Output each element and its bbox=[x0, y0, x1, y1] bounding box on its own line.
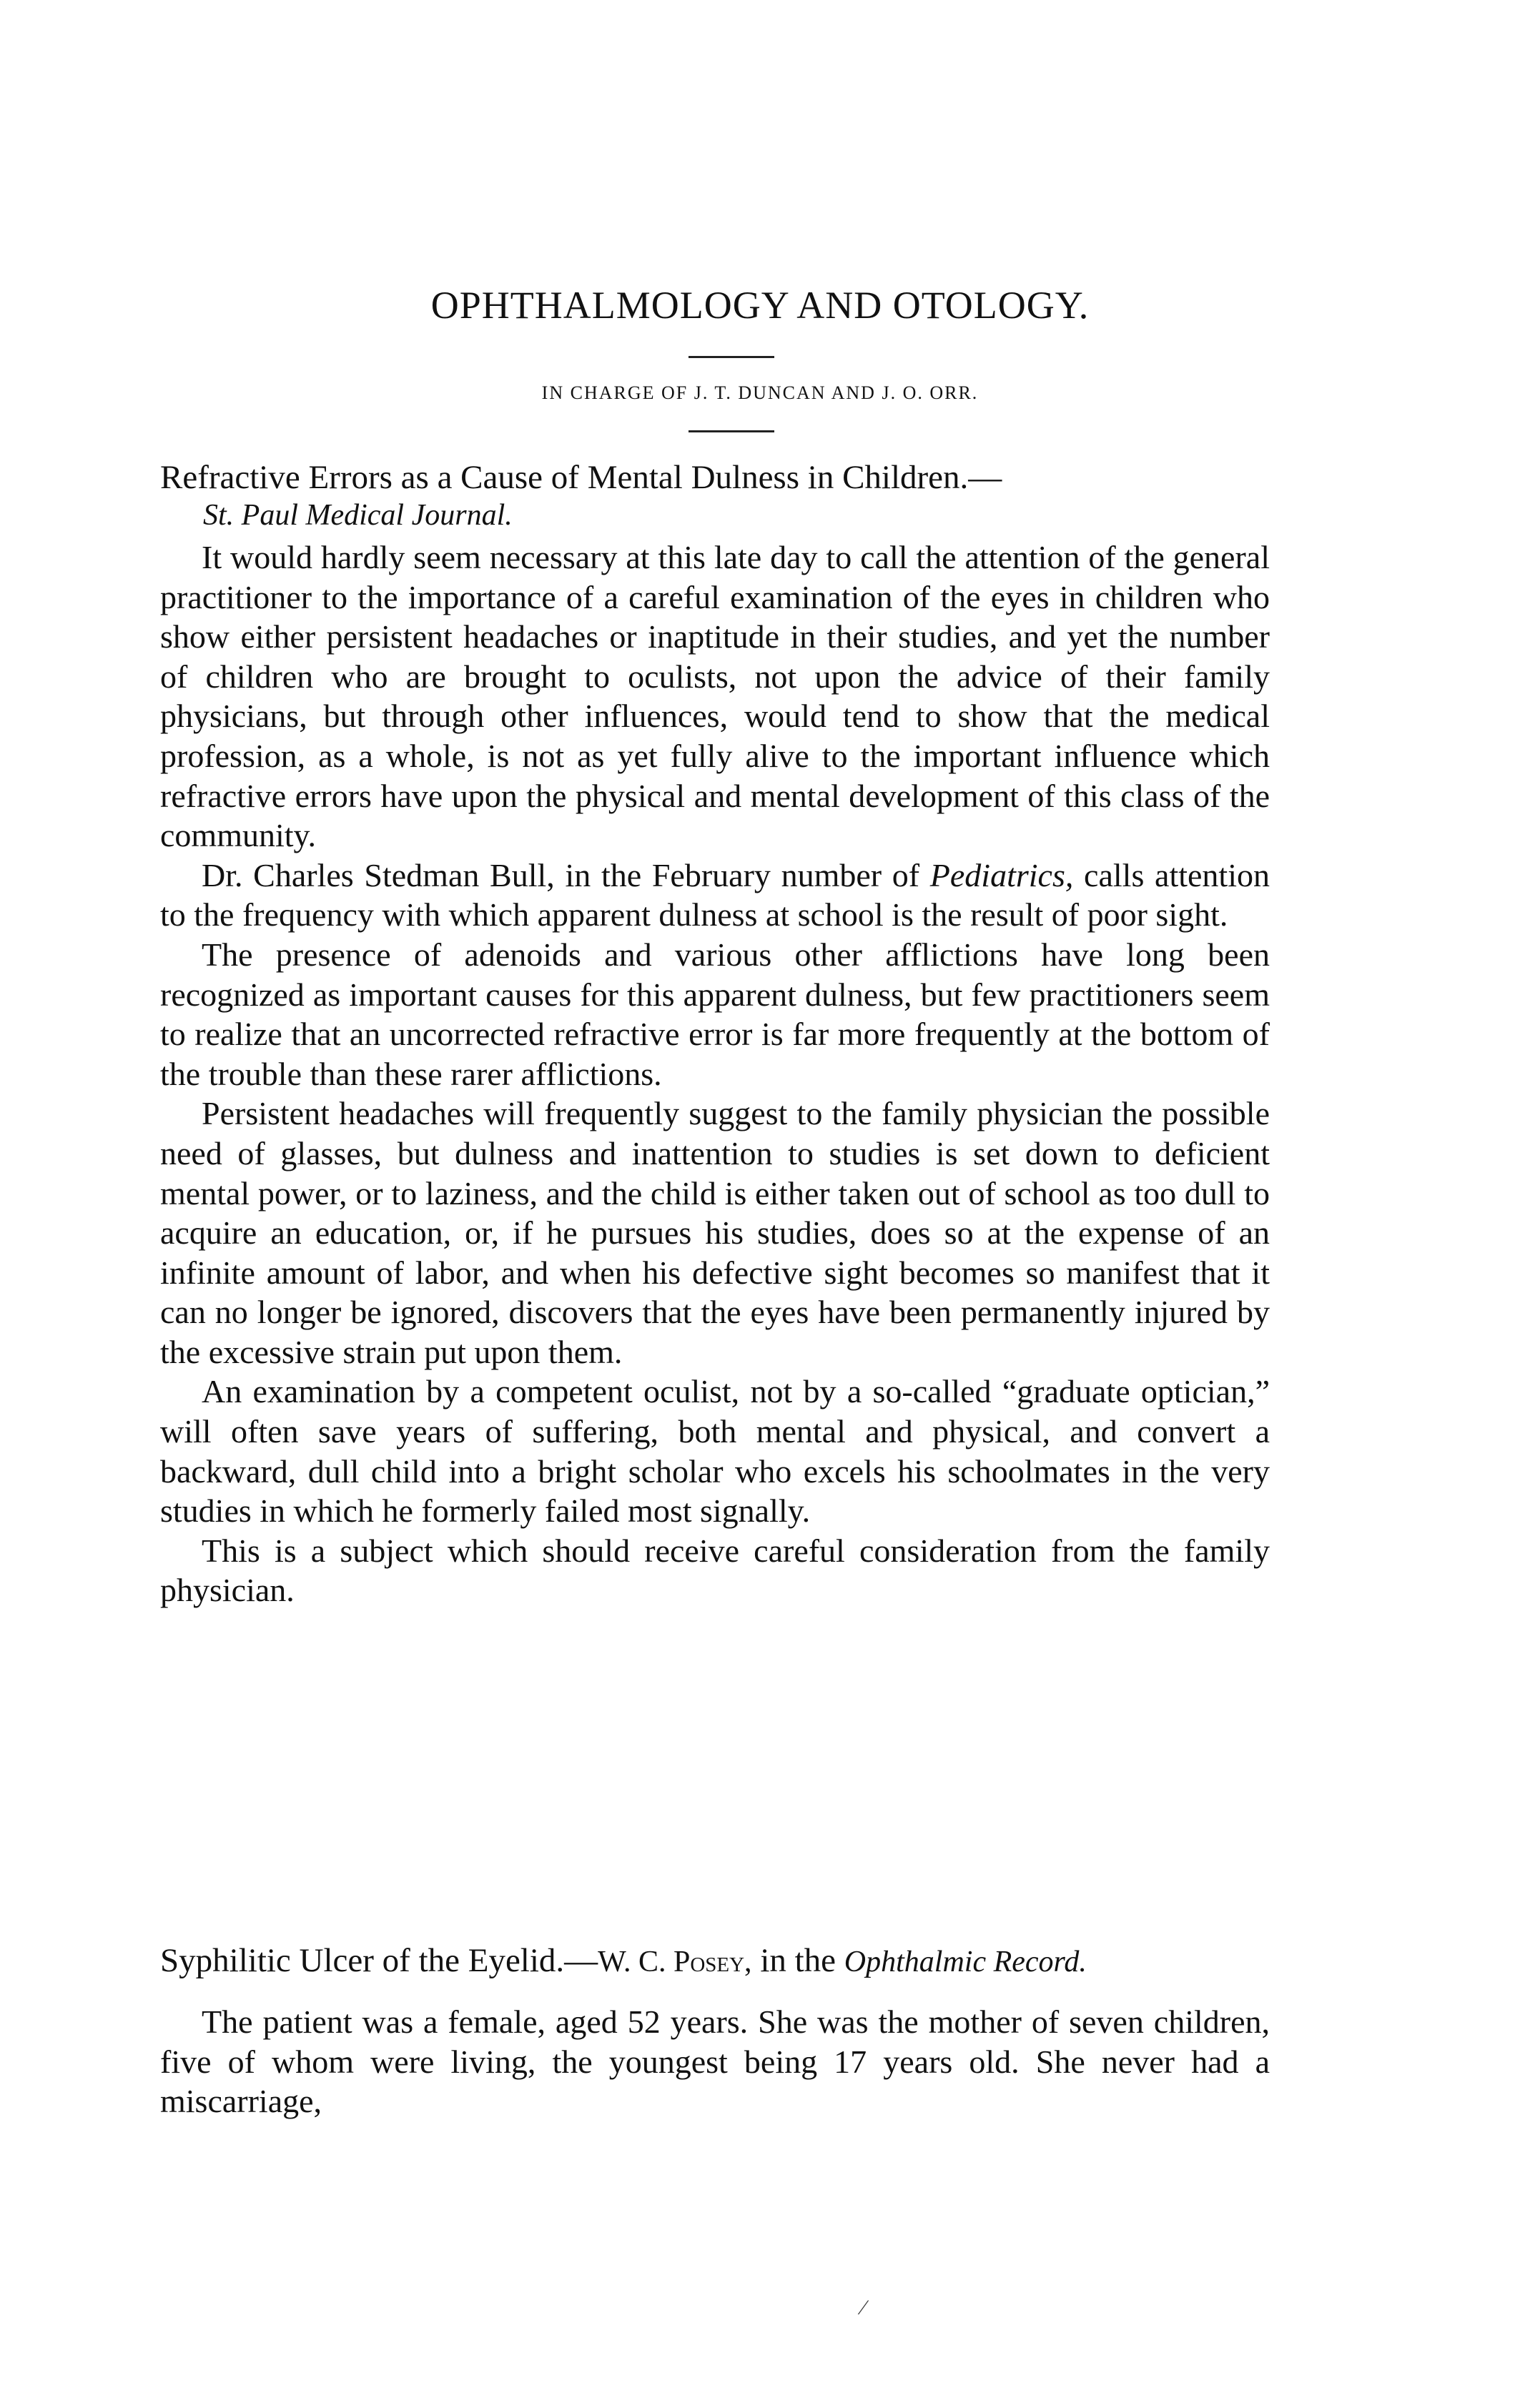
stray-ink-mark: ⁄ bbox=[862, 2296, 866, 2319]
editors-line: IN CHARGE OF J. T. DUNCAN AND J. O. ORR. bbox=[541, 382, 979, 403]
article-heading bbox=[160, 457, 1270, 533]
paragraph: This is a subject which should receive careful consideration from the family physician. bbox=[160, 1532, 1270, 1609]
paragraph: The presence of adenoids and various other afflictions have long been recognized as important causes for this apparent dulness, but few practitioners seem to realize that an uncorrected refractive error is far more frequently at the bottom of the trouble than these rarer afflictions. bbox=[160, 936, 1270, 1092]
section-title: OPHTHALMOLOGY AND OTOLOGY. bbox=[430, 284, 1090, 327]
article-source: St. Paul Medical Journal. bbox=[203, 499, 513, 532]
article-title: Syphilitic Ulcer of the Eyelid.— bbox=[160, 1942, 598, 1979]
article-title: Refractive Errors as a Cause of Mental Dulness in Children.— bbox=[160, 459, 1002, 496]
article-body bbox=[160, 537, 1270, 1610]
paragraph-text: calls attention to the frequency with which apparent dulness at school is the result of poor sight. bbox=[160, 856, 1270, 933]
paragraph: It would hardly seem necessary at this late day to call the attention of the general practitioner to the importance of a careful examination of the eyes in children who show either persistent headaches or inaptitude in their studies, and yet the number of children who are brought to oculists, not upon the advice of their family physicians, but through other influences, would tend to show that the medical profession, as a whole, is not as yet fully alive to the important influence which refractive errors have upon the physical and mental development of this class of the community. bbox=[160, 539, 1270, 854]
journal-name: Pediatrics, bbox=[929, 856, 1074, 893]
article-journal: Ophthalmic Record. bbox=[844, 1946, 1087, 1978]
article-heading bbox=[160, 1941, 1270, 1982]
paragraph bbox=[160, 856, 1270, 935]
paragraph: An examination by a competent oculist, not by a so-called “graduate optician,” will often save years of suffering, both mental and physical, and convert a backward, dull child into a bright scholar who excels his schoolmates in the very studies in which he formerly failed most signally. bbox=[160, 1373, 1270, 1530]
article-in-the: in the bbox=[760, 1942, 837, 1979]
article-body bbox=[160, 2002, 1270, 2121]
title-rule bbox=[689, 356, 774, 358]
article-syphilitic-ulcer bbox=[160, 1941, 1270, 2121]
paragraph: Persistent headaches will frequently suggest to the family physician the possible need of glasses, but dulness and inattention to studies is set down to deficient mental power, or to laziness, and the child is either taken out of school as too dull to acquire an education, or, if he pursues his studies, does so at the expense of an infinite amount of labor, and when his defective sight becomes so manifest that it can no longer be ignored, discovers that the eyes have been permanently injured by the excessive strain put upon them. bbox=[160, 1095, 1270, 1370]
paragraph: The patient was a female, aged 52 years. She was the mother of seven children, five of whom were living, the youngest being 17 years old. She never had a miscarriage, bbox=[160, 2003, 1270, 2120]
editors-rule bbox=[689, 430, 774, 432]
article-refractive-errors bbox=[160, 457, 1270, 1610]
article-author: W. C. Posey, bbox=[598, 1946, 752, 1978]
paragraph-text: Dr. Charles Stedman Bull, in the February number of bbox=[202, 856, 920, 893]
